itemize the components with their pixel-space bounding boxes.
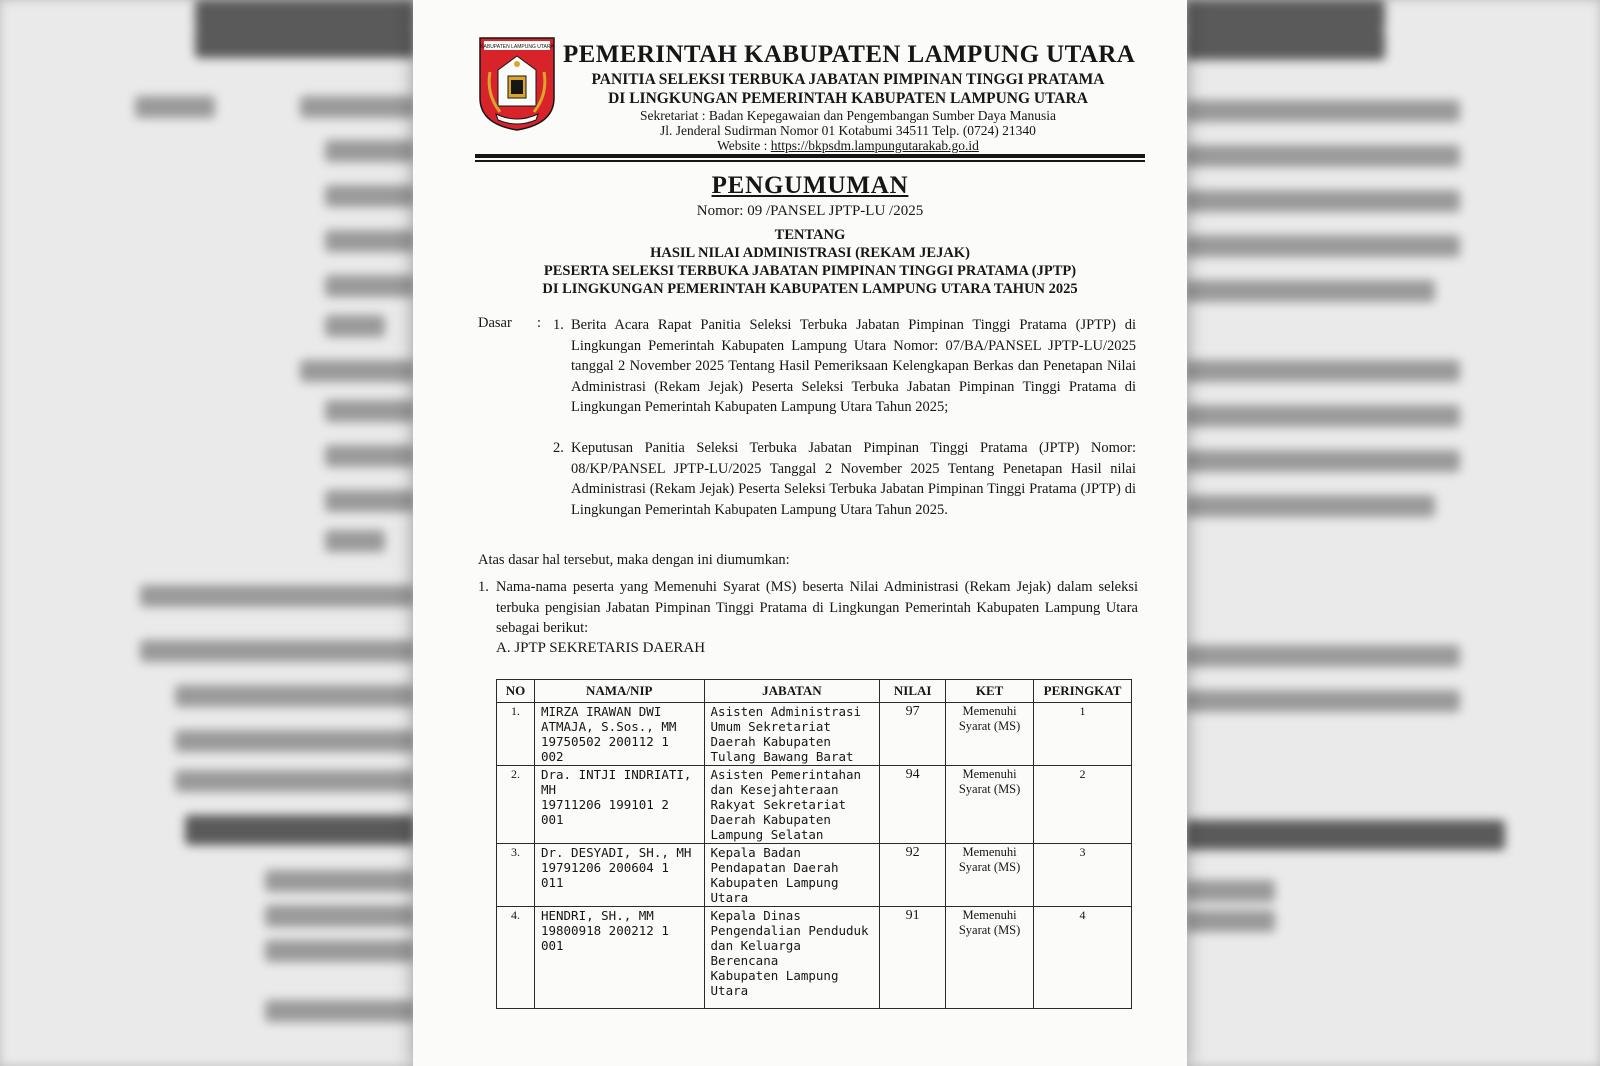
section-a-heading: A. JPTP SEKRETARIS DAERAH [496,640,706,656]
website-line [563,138,1133,153]
bg-smudge [1185,280,1435,302]
announcement-subject-2: PESERTA SELEKSI TERBUKA JABATAN PIMPINAN TINGGI PRATAMA (JPTP) [543,263,1077,279]
bg-smudge [1185,910,1275,932]
cell-nama-nip: MIRZA IRAWAN DWI ATMAJA, S.Sos., MM 19750502 200112 1 002 [534,703,704,766]
cell-ket: Memenuhi Syarat (MS) [946,766,1034,844]
cell-nilai: 94 [880,766,946,844]
cell-jabatan: Asisten Pemerintahan dan Kesejahteraan Rakyat Sekretariat Daerah Kabupaten Lampung Selatan [704,766,880,844]
cell-jabatan: Asisten Administrasi Umum Sekretariat Daerah Kabupaten Tulang Bawang Barat [704,703,880,766]
bg-smudge [265,870,415,892]
col-header-jabatan: JABATAN [704,680,880,703]
cell-no: 3. [497,844,535,907]
bg-smudge [140,585,415,607]
bg-smudge [195,0,415,30]
dasar-colon: : [537,315,542,331]
dasar-item-text: Keputusan Panitia Seleksi Terbuka Jabatan Pimpinan Tinggi Pratama (JPTP) Nomor: 08/KP/PANSEL JPTP-LU/2025 Tanggal 2 November 2025 Tentang Penetapan Hasil nilai Administrasi (Rekam Jejak) Peserta Seleksi Terbuka Jabatan Pimpinan Tinggi Pratama (JPTP) di Lingkungan Pemerintah Kabupaten Lampung Utara Tahun 2025. [571,440,1136,518]
table-row [497,844,1132,907]
cell-nilai: 92 [880,844,946,907]
logo-text: KABUPATEN LAMPUNG UTARA [480,44,554,50]
col-header-no: NO [497,680,535,703]
lampung-utara-emblem-icon [478,36,556,132]
address-line: Jl. Jenderal Sudirman Nomor 01 Kotabumi 34511 Telp. (0724) 21340 [660,123,1036,138]
cell-nilai: 97 [880,703,946,766]
point-1-text: Nama-nama peserta yang Memenuhi Syarat (MS) beserta Nilai Administrasi (Rekam Jejak) dalam seleksi terbuka pengisian Jabatan Pimpinan Tinggi Pratama di Lingkungan Pemerintah Kabupaten Lampung Utara sebagai berikut: [496,579,1138,636]
bg-smudge [325,315,385,337]
cell-ket: Memenuhi Syarat (MS) [946,844,1034,907]
announcement-subject-3: DI LINGKUNGAN PEMERINTAH KABUPATEN LAMPUNG UTARA TAHUN 2025 [542,281,1078,297]
cell-ket: Memenuhi Syarat (MS) [946,703,1034,766]
bg-smudge [140,640,415,662]
cell-ket: Memenuhi Syarat (MS) [946,907,1034,1009]
bg-smudge [1185,450,1460,472]
bg-smudge [300,96,415,118]
bg-smudge [325,185,415,207]
bg-smudge [1185,360,1460,382]
point-1-number: 1. [478,579,489,595]
letterhead [563,40,1136,153]
cell-nilai: 91 [880,907,946,1009]
cell-jabatan: Kepala Dinas Pengendalian Penduduk dan Keluarga Berencana Kabupaten Lampung Utara [704,907,880,1009]
announcement-page [413,0,1187,1066]
cell-jabatan: Kepala Badan Pendapatan Daerah Kabupaten Lampung Utara [704,844,880,907]
bg-smudge [265,940,415,962]
secretariat-line: Sekretariat : Badan Kepegawaian dan Pengembangan Sumber Daya Manusia [639,108,1057,123]
point-1 [478,577,1138,639]
cell-peringkat: 3 [1034,844,1132,907]
dasar-item [553,315,1136,418]
bg-smudge [185,815,415,845]
bg-smudge [265,905,415,927]
table-row [497,766,1132,844]
cell-peringkat: 2 [1034,766,1132,844]
government-title: PEMERINTAH KABUPATEN LAMPUNG UTARA [563,41,1136,68]
website-label: Website : [717,138,771,153]
letterhead-divider [475,154,1145,158]
cell-nama-nip: Dra. INTJI INDRIATI, MH 19711206 199101 2 001 [534,766,704,844]
bg-smudge [325,530,385,552]
bg-smudge [325,400,415,422]
bg-smudge [325,275,415,297]
bg-smudge [1185,820,1505,850]
bg-smudge [1185,690,1460,712]
announcement-title: PENGUMUMAN [711,172,909,199]
bg-smudge [1185,495,1435,517]
dasar-item-number: 2. [553,440,564,456]
bg-smudge [175,770,415,792]
bg-smudge [175,730,415,752]
results-table [496,679,1132,1009]
intro-text: Atas dasar hal tersebut, maka dengan ini diumumkan: [478,552,790,568]
bg-smudge [1185,880,1275,902]
committee-scope: DI LINGKUNGAN PEMERINTAH KABUPATEN LAMPUNG UTARA [608,90,1088,107]
dasar-label: Dasar [478,315,512,331]
bg-smudge [1185,645,1460,667]
col-header-ket: KET [946,680,1034,703]
table-row [497,907,1132,1009]
bg-smudge [300,360,415,382]
letterhead-divider-thin [475,160,1145,162]
cell-no: 2. [497,766,535,844]
bg-smudge [325,140,415,162]
bg-smudge [135,96,215,118]
cell-no: 1. [497,703,535,766]
cell-no: 4. [497,907,535,1009]
table-row [497,703,1132,766]
bg-smudge [325,490,415,512]
announcement-about: TENTANG [774,227,846,243]
bg-smudge [1185,190,1460,212]
bg-smudge [1185,0,1385,30]
cell-peringkat: 1 [1034,703,1132,766]
bg-smudge [195,28,415,58]
bg-smudge [1185,100,1460,122]
dasar-item [553,438,1136,520]
bg-smudge [1185,405,1460,427]
bg-smudge [175,685,415,707]
committee-title: PANITIA SELEKSI TERBUKA JABATAN PIMPINAN TINGGI PRATAMA [591,71,1105,88]
cell-nama-nip: Dr. DESYADI, SH., MH 19791206 200604 1 011 [534,844,704,907]
bg-smudge [1185,30,1385,60]
bg-smudge [1185,235,1460,257]
table-header-row [497,680,1132,703]
col-header-nilai: NILAI [880,680,946,703]
dasar-item-text: Berita Acara Rapat Panitia Seleksi Terbuka Jabatan Pimpinan Tinggi Pratama (JPTP) di Lingkungan Pemerintah Kabupaten Lampung Utara Nomor: 07/BA/PANSEL JPTP-LU/2025 tanggal 2 November 2025 Tentang Hasil Pemeriksaan Kelengkapan Berkas dan Penetapan Nilai Administrasi (Rekam Jejak) Peserta Seleksi Terbuka Jabatan Pimpinan Tinggi Pratama di Lingkungan Pemerintah Kabupaten Lampung Utara Tahun 2025; [571,317,1136,415]
col-header-peringkat: PERINGKAT [1034,680,1132,703]
dasar-item-number: 1. [553,317,564,333]
announcement-number: Nomor: 09 /PANSEL JPTP-LU /2025 [696,203,924,219]
bg-smudge [265,1000,415,1022]
bg-smudge [325,230,415,252]
col-header-nama: NAMA/NIP [534,680,704,703]
announcement-subject-1: HASIL NILAI ADMINISTRASI (REKAM JEJAK) [650,245,970,261]
cell-peringkat: 4 [1034,907,1132,1009]
bg-smudge [325,445,415,467]
cell-nama-nip: HENDRI, SH., MM 19800918 200212 1 001 [534,907,704,1009]
website-link[interactable]: https://bkpsdm.lampungutarakab.go.id [770,138,979,153]
bg-smudge [1185,145,1460,167]
